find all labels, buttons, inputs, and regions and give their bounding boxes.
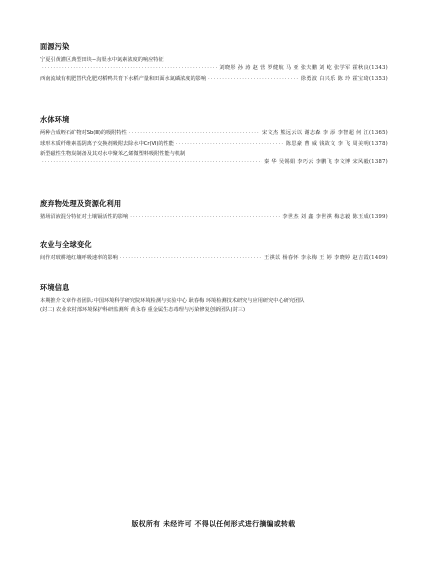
entry-line [40,64,388,72]
entry-authors: 宋文杰 熊远云以 谢志森 李 添 李智超 何 江(1365) [262,130,388,136]
entry-line [40,213,388,221]
section-nonpoint-pollution [40,42,388,85]
section-waste-treatment [40,199,388,224]
leader-dots [130,213,280,221]
entry-line [40,158,388,166]
entry-title: 西南流域有机肥替代化肥对稻鸭共育下水稻产量和田面水氮磷浓度的影响 [40,75,207,82]
section-title: 水体环境 [40,115,70,124]
entry-line [40,254,388,262]
entry-authors: 陈思豪 曹 威 钱故文 李 飞 周美明(1378) [285,140,388,147]
toc-entry[interactable] [40,129,388,137]
entry-authors: 秦 华 吴锡娟 李巧云 李鹏飞 李文博 宋风毅(1387) [263,159,388,165]
entry-authors: 刘晓彤 孙 涛 赵 营 罗健航 马 亚 张夫鹏 刘 屹 张学军 霍秋良(1343) [219,65,388,71]
entry-authors: 李世杰 刘 鑫 李世祺 梅志毅 陈玉成(1399) [282,214,388,220]
section-title: 面源污染 [40,42,70,51]
section-title: 环境信息 [40,283,70,292]
copyright-notice: 版权所有 未经许可 不得以任何形式进行摘编或转载 [131,520,296,528]
entry-line [40,129,388,137]
section-water-environment [40,115,388,169]
info-line: 本期推介文章作者团队:中国环境科学研究院环境检测与实验中心 耿春梅 环境检测技术研究与应用研究中心研究团队 [40,298,305,304]
section-title: 废弃物处理及资源化利用 [40,199,122,208]
entry-authors: 王祺苡 杨春怀 李永梅 王 婷 李晓婷 赵吉霞(1409) [263,255,388,261]
entry-title: 两种合成蛭石矿物对Sb(Ⅲ)的吸附特性 [40,130,127,136]
toc-entry[interactable] [40,56,388,72]
leader-dots [129,129,260,137]
entry-line [40,140,388,148]
entry-title: 新型磁性生物炭制备及其对水中聚苯乙烯微塑料吸附性能与机制 [40,151,186,157]
entry-title: 宁夏引黄灌区典型田块−沟渠水中氮素浓度的响应特征 [40,57,164,63]
leader-dots [42,64,217,72]
toc-entry[interactable] [40,140,388,148]
leader-dots [120,254,262,262]
toc-entry[interactable] [40,75,388,83]
toc-entry[interactable] [40,254,388,262]
toc-entry[interactable] [40,150,388,166]
leader-dots [42,158,262,166]
info-line: (封二) 农业农村部环境保护科研监测所 黄永春 重金属生态毒理与污染修复创新团队(封三) [40,306,245,313]
entry-title: 猪场沼液混分特征对土壤镉活性的影响 [40,214,129,220]
section-agriculture-global-change [40,240,388,265]
leader-dots [176,140,284,148]
section-environmental-info [40,283,388,314]
entry-title: 间作对玻耕地红壤呼吸速率的影响 [40,255,118,261]
leader-dots [208,75,299,83]
section-title: 农业与全球变化 [40,240,92,249]
entry-line [40,75,388,83]
entry-title: 球形木质纤维素基阴离子交换剂吸附去除水中Cr(Ⅵ)的性能 [40,140,174,147]
toc-entry[interactable] [40,213,388,221]
entry-authors: 徐勇波 白兴乐 陈 玲 霍宝琦(1353) [300,75,388,82]
